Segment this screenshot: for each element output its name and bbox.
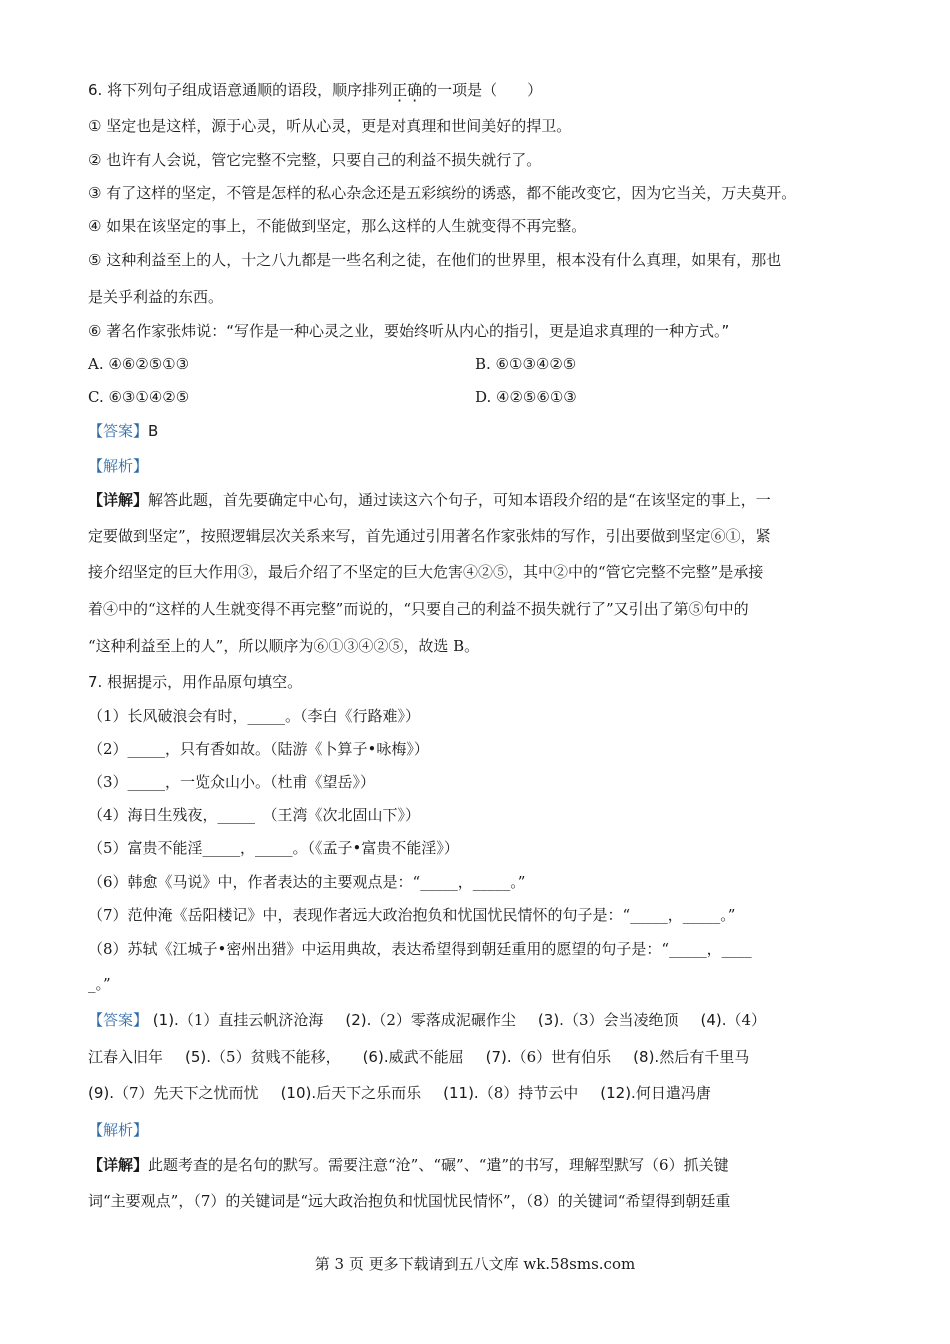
q6-stem-emphasis-1: 正: [392, 81, 408, 99]
q6-option-b: B. ⑥①③④②⑤: [475, 355, 577, 373]
q6-sentence-5b: 是关乎利益的东西。: [88, 288, 224, 306]
q6-sentence-3: ③ 有了这样的坚定，不管是怎样的私心杂念还是五彩缤纷的诱惑，都不能改变它，因为它当关，万夫莫开。: [88, 184, 797, 202]
answer-item-number: (7).: [485, 1048, 512, 1066]
q6-analysis-tag: 【解析】: [88, 457, 149, 475]
q7-answer-line-2: [88, 1047, 771, 1067]
q6-sentence-6: ⑥ 著名作家张炜说：“写作是一种心灵之业，要始终听从内心的指引，更是追求真理的一种方式。”: [88, 322, 730, 340]
answer-items-2: [88, 1048, 771, 1066]
answer-item-number: (2).: [345, 1011, 372, 1029]
q7-item-8b: _。”: [88, 975, 111, 993]
answer-item-number: (11).: [443, 1084, 479, 1102]
answer-item-text: （7）先天下之忧而忧: [114, 1084, 259, 1102]
page-footer: 第 3 页 更多下载请到五八文库 wk.58sms.com: [314, 1255, 636, 1273]
q6-detail-line-5: “这种利益至上的人”，所以顺序为⑥①③④②⑤，故选 B。: [88, 637, 480, 655]
answer-item-number: (12).: [600, 1084, 636, 1102]
q7-stem: 7. 根据提示，用作品原句填空。: [88, 673, 303, 691]
q6-answer: [88, 421, 158, 441]
answer-tag: 【答案】: [88, 1011, 149, 1029]
answer-item-text: （5）贫贱不能移，: [211, 1048, 341, 1066]
q6-stem-emphasis-2: 确: [407, 81, 423, 99]
q7-analysis-tag: 【解析】: [88, 1121, 149, 1139]
answer-items-3: [88, 1084, 733, 1102]
detail-text: 解答此题，首先要确定中心句，通过读这六个句子，可知本语段介绍的是“在该坚定的事上，一: [148, 491, 771, 509]
answer-item-number: (4).: [700, 1011, 727, 1029]
detail-text: 此题考查的是名句的默写。需要注意“沧”、“碾”、“遣”的书写，理解型默写（6）抓关键: [148, 1156, 729, 1174]
detail-tag: 【详解】: [88, 1156, 149, 1174]
answer-item-text: （1）直挂云帆济沧海: [178, 1011, 324, 1029]
q6-sentence-5a: ⑤ 这种利益至上的人，十之八九都是一些名利之徒，在他们的世界里，根本没有什么真理，如果有，那也: [88, 251, 782, 269]
answer-tag: 【答案】: [88, 422, 149, 440]
answer-item: [363, 1048, 464, 1066]
answer-item-text: （6）世有伯乐: [511, 1048, 612, 1066]
answer-item-text: （4）: [726, 1011, 767, 1029]
q7-item-5: （5）富贵不能淫_____，_____。（《孟子•富贵不能淫》）: [88, 839, 459, 857]
answer-item-number: (1).: [152, 1011, 179, 1029]
q6-option-c: C. ⑥③①④②⑤: [88, 388, 190, 406]
q7-item-1: （1）长风破浪会有时，_____。（李白《行路难》）: [88, 707, 421, 725]
q6-stem-post: 的一项是（ ）: [422, 81, 543, 99]
answer-items-1: [153, 1011, 788, 1029]
answer-item: [345, 1011, 516, 1029]
q7-answer-line-1: [88, 1010, 788, 1030]
q6-option-a: A. ④⑥②⑤①③: [88, 355, 190, 373]
q7-detail-line-2: 词“主要观点”，（7）的关键词是“远大政治抱负和忧国忧民情怀”，（8）的关键词“希望得到朝廷重: [88, 1192, 731, 1210]
q7-item-8a: （8）苏轼《江城子•密州出猎》中运用典故，表达希望得到朝廷重用的愿望的句子是：“_____，____: [88, 940, 752, 958]
answer-item-text: （8）持节云中: [478, 1084, 579, 1102]
answer-item-text: 江春入旧年: [88, 1048, 164, 1066]
q7-item-6: （6）韩愈《马说》中，作者表达的主要观点是：“_____，_____。”: [88, 873, 526, 891]
answer-value: B: [148, 422, 159, 440]
q6-sentence-1: ① 坚定也是这样，源于心灵，听从心灵，更是对真理和世间美好的捍卫。: [88, 117, 572, 135]
answer-item-text: 威武不能屈: [388, 1048, 464, 1066]
q6-detail-line-4: 着④中的“这样的人生就变得不再完整”而说的，“只要自己的利益不损失就行了”又引出了第⑤句中的: [88, 600, 749, 618]
answer-item-text: （3）会当凌绝顶: [563, 1011, 679, 1029]
answer-item: [153, 1011, 324, 1029]
answer-item-text: 何日遣冯唐: [635, 1084, 711, 1102]
q6-sentence-2: ② 也许有人会说，管它完整不完整，只要自己的利益不损失就行了。: [88, 151, 542, 169]
q7-item-3: （3）_____，一览众山小。（杜甫《望岳》）: [88, 773, 376, 791]
answer-item: [185, 1048, 341, 1066]
answer-item-text: 后天下之乐而乐: [316, 1084, 422, 1102]
q6-sentence-4: ④ 如果在该坚定的事上，不能做到坚定，那么这样的人生就变得不再完整。: [88, 217, 587, 235]
answer-item: [633, 1048, 749, 1066]
q7-item-2: （2）_____，只有香如故。（陆游《卜算子•咏梅》）: [88, 740, 429, 758]
q6-option-d: D. ④②⑤⑥①③: [475, 388, 577, 406]
answer-item: [88, 1048, 163, 1066]
q6-detail-line-3: 接介绍坚定的巨大作用③，最后介绍了不坚定的巨大危害④②⑤，其中②中的“管它完整不完整”是承接: [88, 563, 764, 581]
q6-stem: [88, 80, 542, 100]
answer-item: [538, 1011, 679, 1029]
answer-item-number: (8).: [633, 1048, 660, 1066]
answer-item: [600, 1084, 711, 1102]
answer-item: [700, 1011, 766, 1029]
q7-answer-line-3: [88, 1083, 733, 1103]
answer-item: [486, 1048, 612, 1066]
answer-item-text: 然后有千里马: [659, 1048, 750, 1066]
q7-item-7: （7）范仲淹《岳阳楼记》中，表现作者远大政治抱负和忧国忧民情怀的句子是：“_____，_____。”: [88, 906, 736, 924]
answer-item-number: (3).: [537, 1011, 564, 1029]
q7-detail-line-1: [88, 1155, 729, 1175]
answer-item: [88, 1084, 259, 1102]
answer-item-number: (10).: [280, 1084, 317, 1102]
detail-tag: 【详解】: [88, 491, 149, 509]
q6-stem-pre: 6. 将下列句子组成语意通顺的语段，顺序排列: [88, 81, 393, 99]
answer-item-number: (5).: [185, 1048, 212, 1066]
answer-item-number: (9).: [88, 1084, 115, 1102]
q7-item-4: （4）海日生残夜，_____ （王湾《次北固山下》）: [88, 806, 421, 824]
answer-item: [443, 1084, 578, 1102]
q6-detail-line-1: [88, 490, 771, 510]
answer-item: [281, 1084, 422, 1102]
answer-item-text: （2）零落成泥碾作尘: [371, 1011, 516, 1029]
q6-detail-line-2: 定要做到坚定”，按照逻辑层次关系来写，首先通过引用著名作家张炜的写作，引出要做到坚定⑥①，紧: [88, 527, 771, 545]
answer-item-number: (6).: [362, 1048, 389, 1066]
